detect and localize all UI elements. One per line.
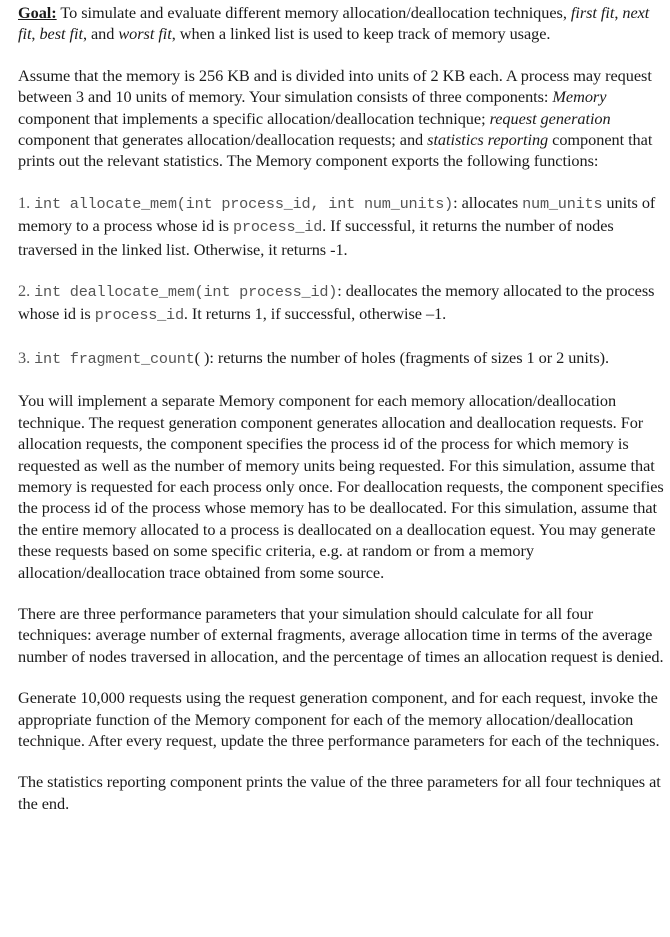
function-deallocate-mem — [18, 280, 666, 327]
function-signature: int allocate_mem(int process_id, int num_units) — [34, 194, 454, 213]
performance-paragraph: There are three performance parameters that your simulation should calculate for all four techniques: average number of external fragments, average allocation time in terms of the average number of nodes traversed in allocation, and the percentage of times an allocation request is denied. — [18, 603, 664, 666]
goal-text: , — [31, 24, 40, 44]
goal-text: , and — [82, 24, 119, 44]
code-term: num_units — [522, 194, 603, 213]
component-request-generation: request generation — [489, 108, 611, 128]
assume-text: Assume that the memory is 256 KB and is divided into units of 2 KB each. A process may request between 3 and 10 units of memory. Your simulation consists of three components: — [18, 65, 652, 107]
technique-worst-fit: worst fit — [118, 24, 172, 44]
item-number: 1. — [18, 192, 35, 212]
assume-text: component that prints out the relevant statistics. The Memory component exports the following functions: — [18, 130, 653, 171]
goal-text: To simulate and evaluate different memory allocation/deallocation techniques, — [56, 3, 571, 22]
function-fragment-count — [18, 347, 666, 370]
function-desc: : returns the number of holes (fragments of sizes 1 or 2 units). — [209, 347, 610, 367]
function-desc: units of memory to a process whose id is — [18, 192, 656, 236]
technique-best-fit: best fit — [39, 24, 83, 44]
technique-next-fit: next fit — [18, 3, 650, 44]
function-desc: . If successful, it returns the number of nodes traversed in the linked list. Otherwise, it returns -1. — [18, 216, 614, 259]
assume-text: component that implements a specific allocation/deallocation technique; — [18, 108, 490, 128]
function-signature: int fragment_count — [34, 349, 195, 368]
function-desc: . It returns 1, if successful, otherwise –1. — [183, 304, 447, 324]
code-term: process_id — [233, 218, 323, 237]
component-memory: Memory — [552, 87, 607, 107]
goal-label: Goal: — [18, 3, 57, 22]
assume-text: component that generates allocation/deallocation requests; and — [18, 130, 428, 150]
function-signature: int deallocate_mem(int process_id) — [34, 283, 338, 302]
item-number: 2. — [18, 281, 35, 301]
function-desc: : allocates — [453, 192, 523, 212]
code-term: process_id — [94, 306, 184, 325]
function-allocate-mem — [18, 192, 666, 260]
goal-paragraph — [18, 2, 666, 45]
item-number: 3. — [18, 347, 35, 367]
goal-text: , — [614, 3, 623, 22]
component-statistics-reporting: statistics reporting — [427, 130, 549, 150]
assumptions-paragraph — [18, 65, 666, 172]
function-parens: ( ) — [194, 347, 210, 367]
statistics-paragraph: The statistics reporting component prints the value of the three parameters for all four techniques at the end. — [18, 772, 661, 813]
technique-first-fit: first fit — [570, 3, 615, 22]
goal-text: , when a linked list is used to keep track of memory usage. — [171, 24, 551, 44]
implementation-paragraph: You will implement a separate Memory component for each memory allocation/deallocation technique. The request generation component generates allocation and deallocation requests. For allocation requests, the component specifies the process id of the process for which memory is requested as well as the number of memory units being requested. For this simulation, assume that memory is requested for each process only once. For deallocation requests, the component specifies the process id of the process whose memory has to be deallocated. For this simulation, assume that the entire memory allocated to a process is deallocated on a deallocation equest. You may generate these requests based on some specific criteria, e.g. at random or from a memory allocation/deallocation trace obtained from some source. — [18, 391, 664, 582]
generate-paragraph: Generate 10,000 requests using the request generation component, and for each request, invoke the appropriate function of the Memory component for each of the memory allocation/deallocation technique. After every request, update the three performance parameters for each of the techniques. — [18, 688, 660, 750]
function-desc: : deallocates the memory allocated to the process whose id is — [18, 281, 655, 324]
